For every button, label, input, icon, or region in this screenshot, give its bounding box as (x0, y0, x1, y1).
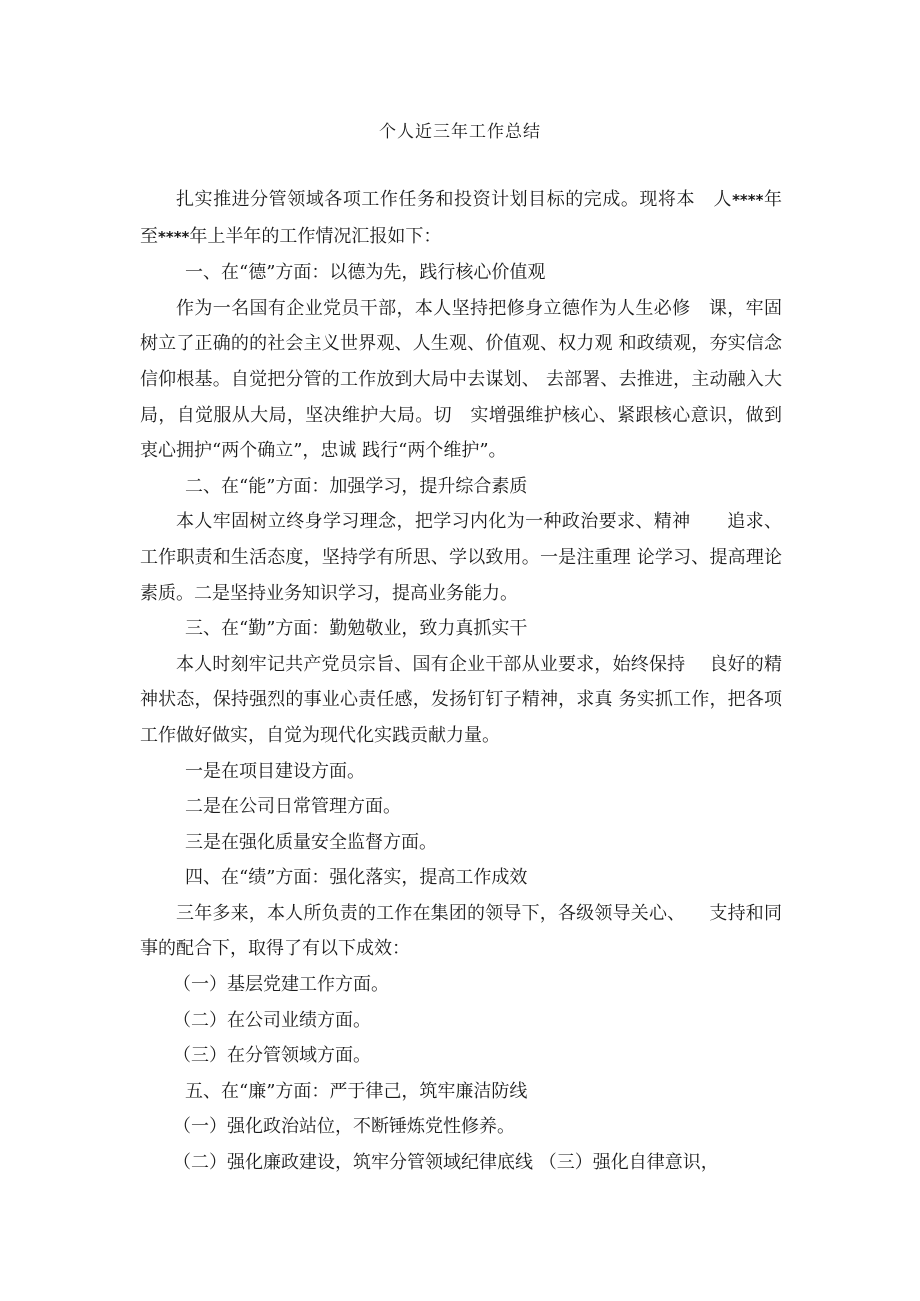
intro-line2-rest: 年上半年的工作情况汇报如下： (189, 225, 442, 247)
intro-line1: 扎实推进分管领域各项工作任务和投资计划目标的完成。现将本 人 (176, 189, 733, 210)
section-body-de: 作为一名国有企业党员干部，本人坚持把修身立德作为人生必修 课，牢固树立了正确的的社会主义世界观、人生观、价值观、权力观 和政绩观，夯实信念信仰根基。自觉把分管的工作放到大局中去谋划、 去部署、去推进，主动融入大局，自觉服从大局，坚决维护大局。切 实增强维护核心、紧跟核心意识，做到衷心拥护“两个确立”，忠诚 践行“两个维护”。 (140, 297, 782, 462)
list-item: 二是在公司日常管理方面。 (185, 796, 401, 818)
section-body-qin: 本人时刻牢记共产党员宗旨、国有企业干部从业要求，始终保持 良好的精神状态，保持强烈的事业心责任感，发扬钉钉子精神，求真 务实抓工作，把各项工作做好做实，自觉为现代化实践贡献力量。 (140, 653, 782, 746)
intro-year-end: **** (158, 227, 190, 246)
section-heading-qin: 三、在“勤”方面：勤勉敬业，致力真抓实干 (185, 618, 528, 640)
section-heading-ji: 四、在“绩”方面：强化落实，提高工作成效 (185, 867, 528, 889)
document-body (140, 182, 782, 1181)
list-item: （一）强化政治站位，不断锤炼党性修养。 (173, 1116, 515, 1138)
list-item: 一是在项目建设方面。 (185, 760, 365, 782)
list-item: （二）强化廉政建设，筑牢分管领域纪律底线 （三）强化自律意识， (173, 1152, 719, 1174)
document-title: 个人近三年工作总结 (379, 122, 541, 142)
section-body-neng: 本人牢固树立终身学习理念，把学习内化为一种政治要求、精神 追求、工作职责和生活态度，坚持学有所思、学以致用。一是注重理 论学习、提高理论素质。二是坚持业务知识学习，提高业务能力。 (140, 511, 782, 604)
intro-paragraph (140, 182, 782, 255)
section-heading-de: 一、在“德”方面：以德为先，践行核心价值观 (185, 262, 546, 284)
list-item: 三是在强化质量安全监督方面。 (185, 831, 437, 853)
list-item: （二）在公司业绩方面。 (173, 1009, 371, 1031)
section-body-ji: 三年多来，本人所负责的工作在集团的领导下，各级领导关心、 支持和同事的配合下，取得了有以下成效： (140, 902, 782, 960)
intro-year-start: **** (732, 191, 764, 209)
section-heading-lian: 五、在“廉”方面：严于律己，筑牢廉洁防线 (185, 1080, 528, 1102)
intro-year-mid: 年至 (140, 189, 783, 247)
list-item: （三）在分管领域方面。 (173, 1045, 371, 1067)
list-item: （一）基层党建工作方面。 (173, 974, 389, 996)
section-heading-neng: 二、在“能”方面：加强学习，提升综合素质 (185, 475, 528, 497)
